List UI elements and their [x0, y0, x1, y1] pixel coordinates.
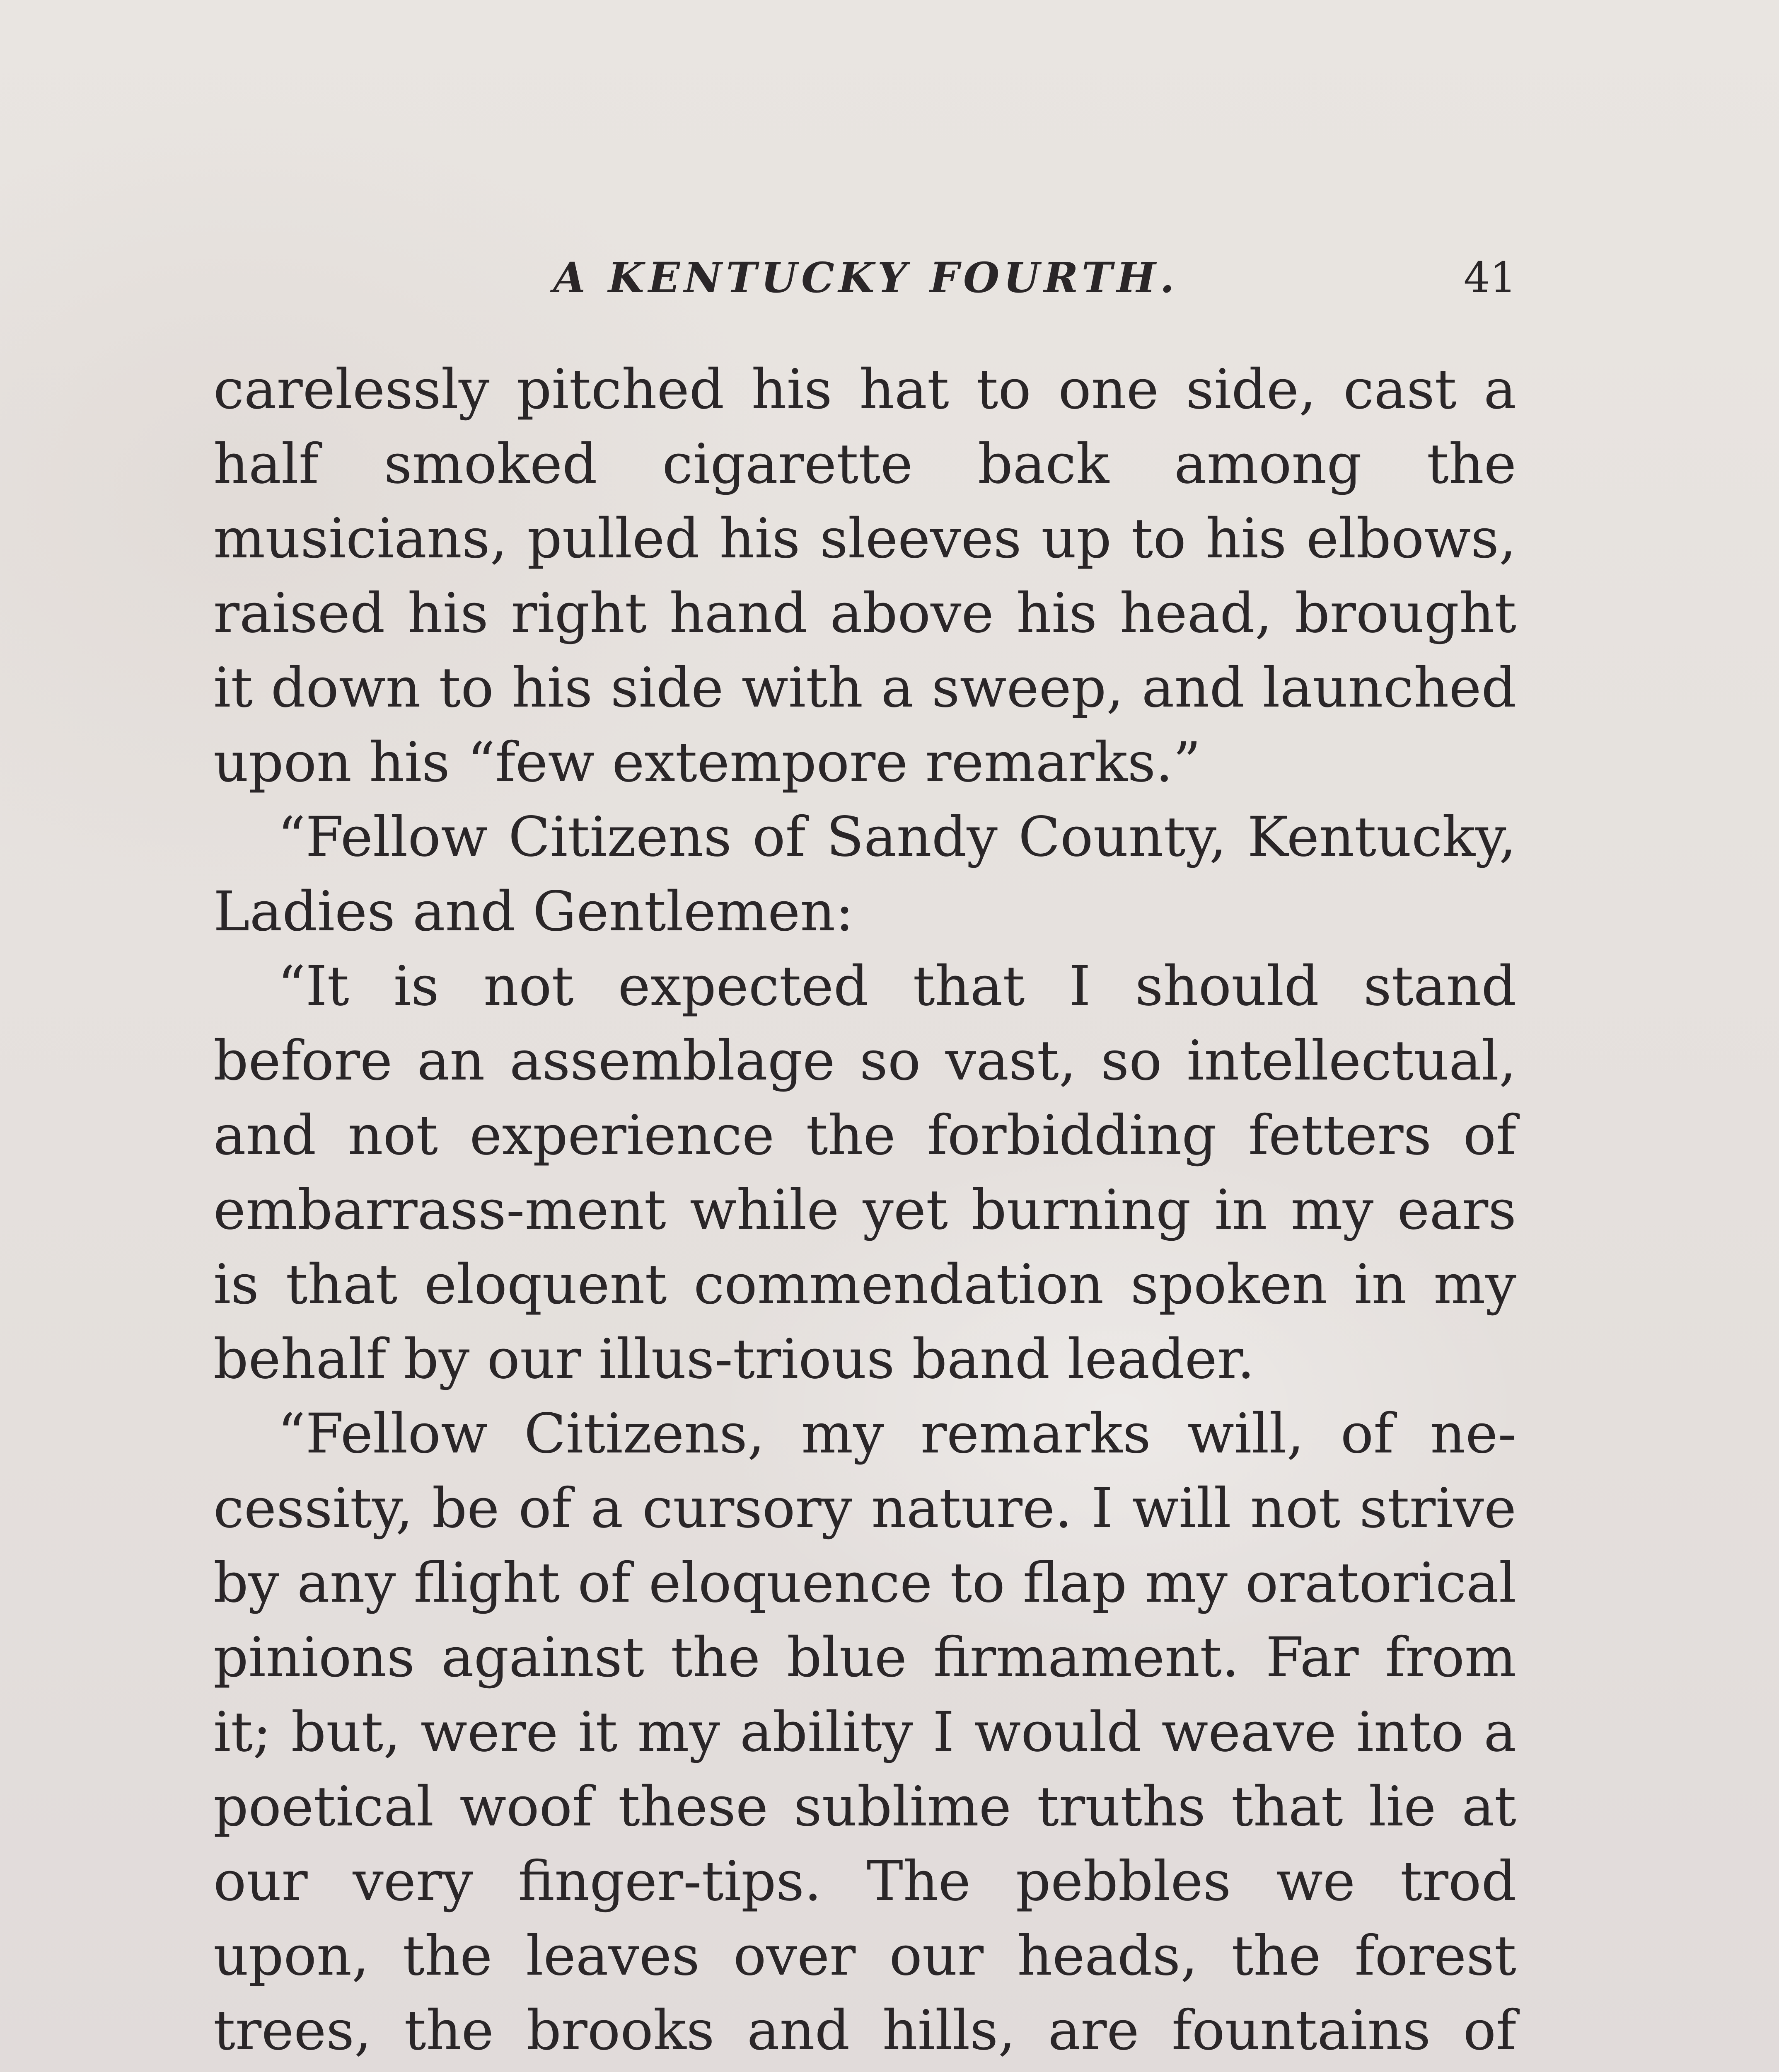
paragraph-2: “Fellow Citizens of Sandy County, Kentucky, Ladies and Gentlemen:: [213, 805, 1516, 944]
paragraph-3: “It is not expected that I should stand before an assemblage so vast, so intellectual, and not experience the forbidding fetters of embarrass-ment while yet burning in my ears is that eloquent commendation spoken in my behalf by our illus-trious band leader.: [213, 954, 1516, 1391]
running-title: A KENTUCKY FOURTH.: [553, 253, 1179, 302]
running-head: [215, 244, 1516, 311]
body-text: [213, 352, 1516, 2072]
paragraph-1: carelessly pitched his hat to one side, cast a half smoked cigarette back among the musicians, pulled his sleeves up to his elbows, raised his right hand above his head, brought it down to his side with a sweep, and launched upon his “few extempore remarks.”: [213, 358, 1516, 794]
paragraph-4: “Fellow Citizens, my remarks will, of ne-cessity, be of a cursory nature. I will not strive by any flight of eloquence to flap my oratorical pinions against the blue firmament. Far from it; but, were it my ability I would weave into a poetical woof these sublime truths that lie at our very finger-tips. The pebbles we trod upon, the leaves over our heads, the forest trees, the brooks and hills, are fountains of: [213, 1402, 1516, 2062]
page-number: 41: [1463, 253, 1516, 302]
